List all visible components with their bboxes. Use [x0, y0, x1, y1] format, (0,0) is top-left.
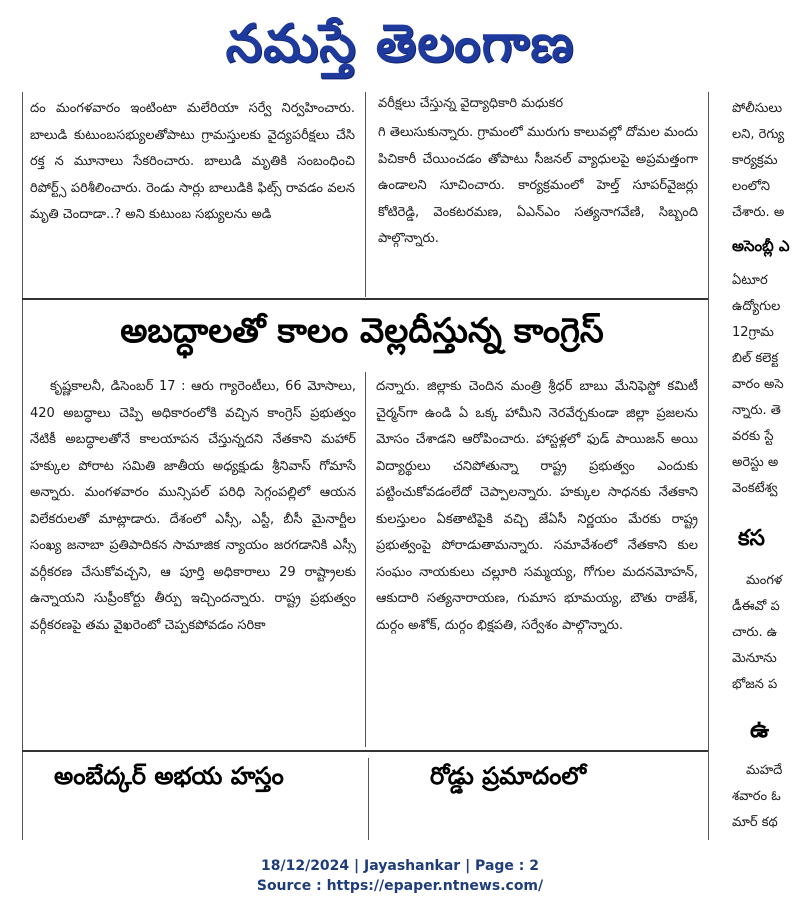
clipped-line: చేశారు. అ — [732, 205, 785, 220]
clipped-line: న్నారు. తె — [732, 403, 781, 418]
article-paragraph: కృష్ణకాలనీ, డిసెంబర్ 17 : ఆరు గ్యారెంటీలు, 66 మోసాలు, 420 అబద్ధాలు చెప్పి అధికారంలోకి వచ్చిన కాంగ్రెస్ ప్రభుత్వం నేటికీ అబద్ధాలతోనే కాలయాపన చేస్తున్నదని నేతకాని మహార్ హక్కుల పోరాట సమితి జాతీయ అధ్యక్షుడు శ్రీనివాస్ గోమాసే అన్నారు. మంగళవారం మున్సిపల్ పరిధి సెగ్గంపల్లిలో ఆయన విలేకరులతో మాట్లాడారు. దేశంలో ఎస్సీ, ఎస్టీ, బీసీ మైనార్టీల సంఖ్య జనాబా ప్రతిపాదికన సామాజిక న్యాయం జరగడానికి ఎస్సీ వర్గీకరణ చేసుకోవచ్చని, ఆ పూర్తి అధికారాలు 29 రాష్ట్రాలకు ఉన్నాయని సుప్రీంకోర్టు తీర్పు ఇచ్చిందన్నారు. రాష్ట్ర ప్రభుత్వం వర్గీకరణపై తమ వైఖరెంటో చెప్పకపోవడం సరికా — [30, 379, 356, 633]
cut-caption-line: వరీక్షలు చేస్తున్న వైద్యాధికారి మధుకర — [378, 96, 564, 111]
column-rule-middle-body — [365, 372, 366, 747]
clipped-line: బిల్ కలెక్ట — [732, 351, 779, 366]
article-paragraph: గి తెలుసుకున్నారు. గ్రామంలో మురుగు కాలువల్లో దోమల మందు పిచికారీ చేయించడం తోపాటు సీజనల్ వ్యాధులపై అప్రమత్తంగా ఉండాలని సూచించారు. కార్యక్రమంలో హెల్త్ సూపర్‌వైజర్లు కోటిరెడ్డి, వెంకటరమణ, ఏఎన్ఎం సత్యనాగవేణి, సిబ్బంది పాల్గొన్నారు. — [378, 125, 698, 246]
footer-source: Source : https://epaper.ntnews.com/ — [256, 878, 544, 894]
article-paragraph: దన్నారు. జిల్లాకు చెందిన మంత్రి శ్రీధర్ బాబు మేనిఫెస్టో కమిటీ చైర్మన్‌గా ఉండి ఏ ఒక్క హామీని నెరవేర్చకుండా జిల్లా ప్రజలను మోసం చేశాడని ఆరోపించారు. హాస్టళ్లలో ఫుడ్ పాయిజన్ అయి విద్యార్థులు చనిపోతున్నా రాష్ట్ర ప్రభుత్వం ఎందుకు పట్టించుకోవడంలేదో చెప్పాలన్నారు. హక్కుల సాధనకు నేతకాని కులస్తులం ఏకతాటిపైకి వచ్చి జేఏసీ నిర్ణయం మేరకు రాష్ట్ర ప్రభుత్వంపై పోరాడుతామన్నారు. సమావేశంలో నేతకాని కుల సంఘం నాయకులు చల్లూరి సమ్మయ్య, గోగుల మదనమోహన్, ఆకుదారి సత్యనారాయణ, గుమాస భూమయ్య, బౌతు రాజేశ్, దుర్గం అశోక్, దుర్గం భిక్షపతి, సర్వేశం పాల్గొన్నారు. — [376, 379, 698, 633]
clipped-heading: కస — [738, 526, 765, 551]
clipped-line: శవారం ఓ — [732, 789, 781, 804]
bottom-right-headline: రోడ్డు ప్రమాదంలో — [430, 762, 587, 790]
clipped-line: మెనూను — [732, 651, 777, 666]
article-divider-top — [22, 298, 708, 300]
clipped-line: ఉద్యోగుల — [732, 299, 781, 314]
clipped-line: కార్యక్రమ — [732, 153, 778, 168]
clipped-line: డీఈవో ప — [732, 599, 780, 614]
article-paragraph: దం మంగళవారం ఇంటింటా మలేరియా సర్వే నిర్వహించారు. బాలుడి కుటుంబసభ్యులతోపాటు గ్రామస్తులకు వైద్యపరీక్షలు చేసి రక్త న మూనాలు సేకరించారు. బాలుడి మృతికి సంబంధించి రిపోర్ట్స్ పరిశీలించారు. రెండు సార్లు బాలుడికి ఫిట్స్ రావడం వలన మృతి చెందాడా..? అని కుటుంబ సభ్యులను అడి — [30, 101, 355, 222]
column-rule-middle-bottom — [368, 758, 369, 840]
footer — [0, 848, 800, 920]
column-rule-right — [708, 92, 709, 840]
footer-date-edition: 18/12/2024 | Jayashankar | Page : 2 — [261, 858, 539, 874]
main-headline: అబద్ధాలతో కాలం వెల్లదీస్తున్న కాంగ్రెస్ — [120, 311, 604, 351]
newspaper-logo: నమస్తే తెలంగాణ — [225, 14, 575, 74]
column-rule-middle-top — [365, 92, 366, 297]
clipped-heading: అసెంబ్లీ ఎ — [732, 237, 790, 255]
main-article-col2 — [376, 374, 698, 744]
clipped-line: మార్ కథ — [732, 815, 778, 830]
column-rule-left — [22, 92, 23, 840]
clipped-line: అరెస్టు అ — [732, 455, 779, 470]
clipped-line: మహదే — [746, 763, 783, 778]
clipped-line: వెంకటేశ్వ — [732, 481, 778, 496]
clipped-line: భోజన ప — [732, 677, 778, 692]
left-top-article — [30, 96, 355, 296]
masthead — [0, 0, 800, 92]
bottom-left-headline: అంబేద్కర్ అభయ హస్తం — [54, 762, 284, 790]
clipped-line: వారం అసె — [732, 377, 784, 392]
article-divider-bottom — [22, 750, 708, 752]
clipped-line: ఏటూర — [732, 273, 768, 288]
main-article-col1 — [30, 374, 356, 744]
clipped-line: వరకు స్టే — [732, 429, 774, 444]
clipped-line: పోలీసులు — [732, 101, 783, 116]
clipped-line: 12గ్రామ — [732, 325, 774, 340]
right-column-clipped — [710, 92, 800, 840]
clipped-line: చారు. ఉ — [732, 625, 778, 640]
clipped-heading: ఉ — [750, 715, 770, 743]
clipped-line: లంలోని — [732, 179, 770, 194]
clipped-line: లని, రెగ్యు — [732, 127, 785, 142]
middle-top-article — [378, 120, 698, 296]
clipped-line: మంగళ — [746, 573, 783, 588]
